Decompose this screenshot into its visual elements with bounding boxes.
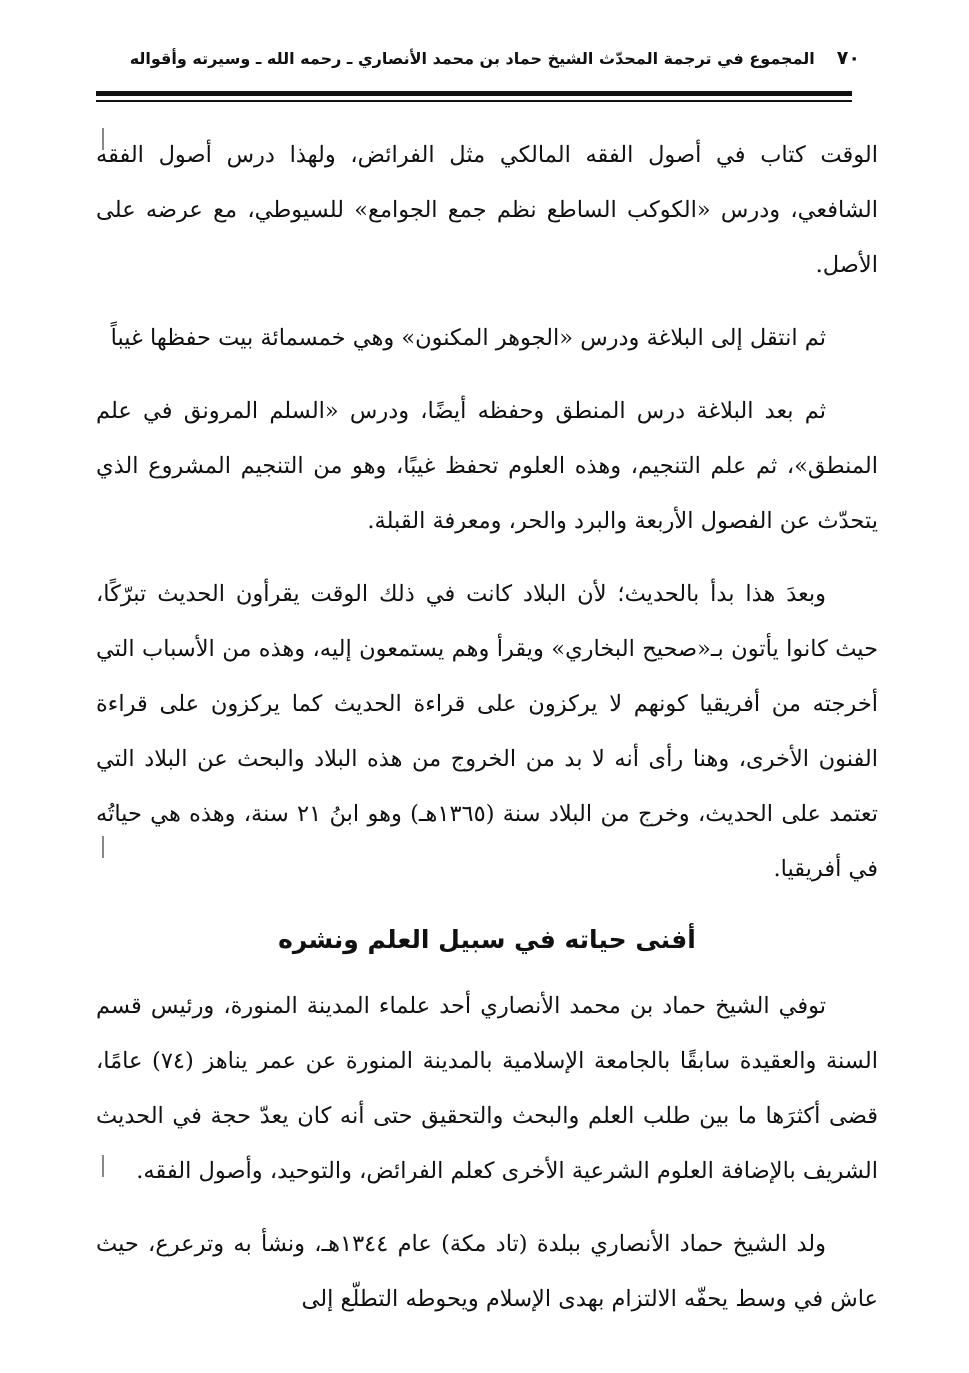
paragraph: ثم بعد البلاغة درس المنطق وحفظه أيضًا، ودرس «السلم المرونق في علم المنطق»، ثم علم التنجيم، وهذه العلوم تحفظ غيبًا، وهو من التنجيم المشروع الذي يتحدّث عن الفصول الأربعة والبرد والحر، ومعرفة القبلة.	[96, 398, 878, 534]
paragraph: توفي الشيخ حماد بن محمد الأنصاري أحد علماء المدينة المنورة، ورئيس قسم السنة والعقيدة سابقًا بالجامعة الإسلامية بالمدينة المنورة عن عمر يناهز (٧٤) عامًا، قضى أكثرَها ما بين طلب العلم والبحث والتحقيق حتى أنه كان يعدّ حجة في الحديث الشريف بالإضافة العلوم الشرعية الأخرى كعلم الفرائض، والتوحيد، وأصول الفقه.	[96, 993, 878, 1184]
body-text	[96, 128, 878, 1345]
paragraph: ثم انتقل إلى البلاغة ودرس «الجوهر المكنون» وهي خمسمائة بيت حفظها غيباً	[110, 325, 826, 351]
section-heading: أفنى حياته في سبيل العلم ونشره	[278, 925, 696, 954]
running-header-title: المجموع في ترجمة المحدّث الشيخ حماد بن محمد الأنصاري ـ رحمه الله ـ وسيرته وأقواله	[129, 48, 815, 68]
paragraph: الوقت كتاب في أصول الفقه المالكي مثل الفرائض، ولهذا درس أصول الفقه الشافعي، ودرس «الكوكب الساطع نظم جمع الجوامع» للسيوطي، مع عرضه على الأصل.	[96, 142, 878, 278]
header-rule-thick	[96, 91, 852, 96]
paragraph: وبعدَ هذا بدأ بالحديث؛ لأن البلاد كانت في ذلك الوقت يقرأون الحديث تبرّكًا، حيث كانوا يأتون بـ«صحيح البخاري» ويقرأ وهم يستمعون إليه، وهذه من الأسباب التي أخرجته من أفريقيا كونهم لا يركزون على قراءة الحديث كما يركزون على قراءة الفنون الأخرى، وهنا رأى أنه لا بد من الخروج من هذه البلاد والبحث عن البلاد التي تعتمد على الحديث، وخرج من البلاد سنة (١٣٦٥هـ) وهو ابنُ ٢١ سنة، وهذه هي حياتُه في أفريقيا.	[96, 581, 878, 882]
header-rule-thin	[96, 100, 852, 102]
running-header	[129, 40, 860, 76]
page-number: ٧٠	[836, 47, 860, 69]
paragraph: ولد الشيخ حماد الأنصاري ببلدة (تاد مكة) عام ١٣٤٤هـ، ونشأ به وترعرع، حيث عاش في وسط يحفّه الالتزام بهدى الإسلام ويحوطه التطلّع إلى	[96, 1231, 878, 1312]
